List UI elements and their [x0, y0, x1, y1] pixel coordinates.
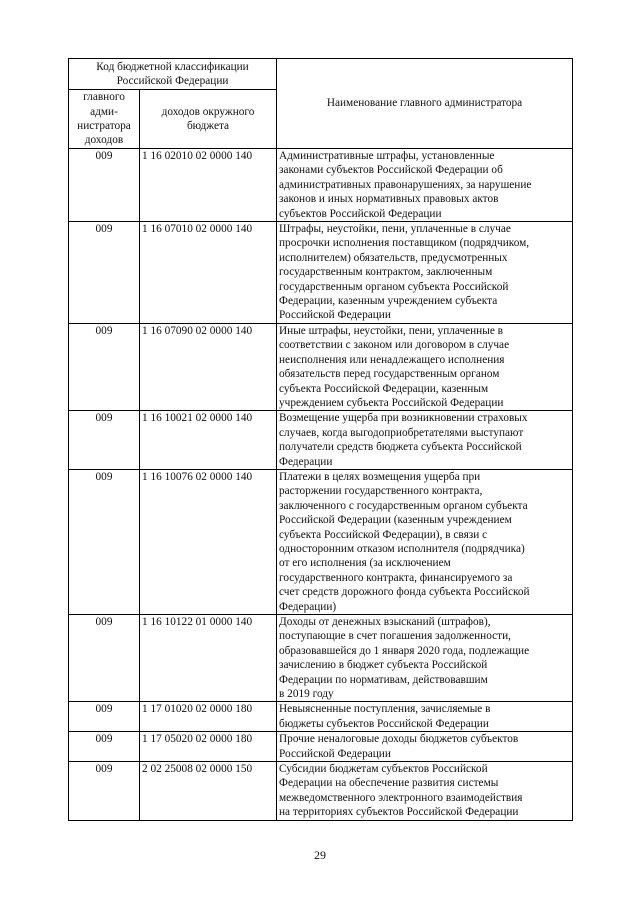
- table-row: [69, 149, 573, 222]
- admin-code-cell: 009: [69, 615, 140, 702]
- page-number: 29: [314, 848, 326, 862]
- administrator-name-cell: Доходы от денежных взысканий (штрафов), поступающие в счет погашения задолженности, образовавшейся до 1 января 2020 года, подлежащие зачислению в бюджет субъекта Российской Федерации по нормативам, действовавшим в 2019 году: [277, 615, 573, 702]
- header-administrator-name: Наименование главного администратора: [277, 59, 573, 149]
- admin-code-cell: 009: [69, 411, 140, 470]
- admin-code-cell: 009: [69, 149, 140, 222]
- admin-code-cell: 009: [69, 469, 140, 614]
- table-row: [69, 762, 573, 821]
- administrator-name-cell: Иные штрафы, неустойки, пени, уплаченные в соответствии с законом или договором в случае неисполнения или ненадлежащего исполнения обязательств перед государственным органом субъекта Российской Федерации, казенным учреждением субъекта Российской Федерации: [277, 323, 573, 410]
- table-row: [69, 323, 573, 410]
- income-code-cell: 1 16 02010 02 0000 140: [140, 149, 277, 222]
- income-code-cell: 2 02 25008 02 0000 150: [140, 762, 277, 821]
- header-district-budget-income: доходов окружного бюджета: [140, 90, 277, 149]
- income-code-cell: 1 17 05020 02 0000 180: [140, 732, 277, 762]
- income-code-cell: 1 16 10076 02 0000 140: [140, 469, 277, 614]
- budget-classification-table: [68, 58, 573, 821]
- header-row-top: [69, 59, 573, 90]
- administrator-name-cell: Возмещение ущерба при возникновении страховых случаев, когда выгодоприобретателями выступают получатели средств бюджета субъекта Российской Федерации: [277, 411, 573, 470]
- table-row: [69, 222, 573, 324]
- administrator-name-cell: Прочие неналоговые доходы бюджетов субъектов Российской Федерации: [277, 732, 573, 762]
- admin-code-cell: 009: [69, 732, 140, 762]
- table-row: [69, 702, 573, 732]
- header-main-administrator: главного адми- нистратора доходов: [69, 90, 140, 149]
- admin-code-cell: 009: [69, 702, 140, 732]
- header-budget-code-group: Код бюджетной классификации Российской Федерации: [69, 59, 277, 90]
- administrator-name-cell: Штрафы, неустойки, пени, уплаченные в случае просрочки исполнения поставщиком (подрядчиком, исполнителем) обязательств, предусмотренных государственным контрактом, заключенным государственным органом субъекта Российской Федерации, казенным учреждением субъекта Российской Федерации: [277, 222, 573, 324]
- administrator-name-cell: Невыясненные поступления, зачисляемые в бюджеты субъектов Российской Федерации: [277, 702, 573, 732]
- administrator-name-cell: Административные штрафы, установленные законами субъектов Российской Федерации об административных правонарушениях, за нарушение законов и иных нормативных правовых актов субъектов Российской Федерации: [277, 149, 573, 222]
- admin-code-cell: 009: [69, 762, 140, 821]
- administrator-name-cell: Субсидии бюджетам субъектов Российской Федерации на обеспечение развития системы межведомственного электронного взаимодействия на территориях субъектов Российской Федерации: [277, 762, 573, 821]
- income-code-cell: 1 16 10122 01 0000 140: [140, 615, 277, 702]
- table-row: [69, 615, 573, 702]
- table-row: [69, 411, 573, 470]
- income-code-cell: 1 16 07090 02 0000 140: [140, 323, 277, 410]
- admin-code-cell: 009: [69, 323, 140, 410]
- administrator-name-cell: Платежи в целях возмещения ущерба при расторжении государственного контракта, заключенного с государственным органом субъекта Российской Федерации (казенным учреждением субъекта Российской Федерации), в связи с односторонним отказом исполнителя (подрядчика) от его исполнения (за исключением государственного контракта, финансируемого за счет средств дорожного фонда субъекта Российской Федерации): [277, 469, 573, 614]
- income-code-cell: 1 17 01020 02 0000 180: [140, 702, 277, 732]
- income-code-cell: 1 16 10021 02 0000 140: [140, 411, 277, 470]
- table-row: [69, 469, 573, 614]
- income-code-cell: 1 16 07010 02 0000 140: [140, 222, 277, 324]
- admin-code-cell: 009: [69, 222, 140, 324]
- table-row: [69, 732, 573, 762]
